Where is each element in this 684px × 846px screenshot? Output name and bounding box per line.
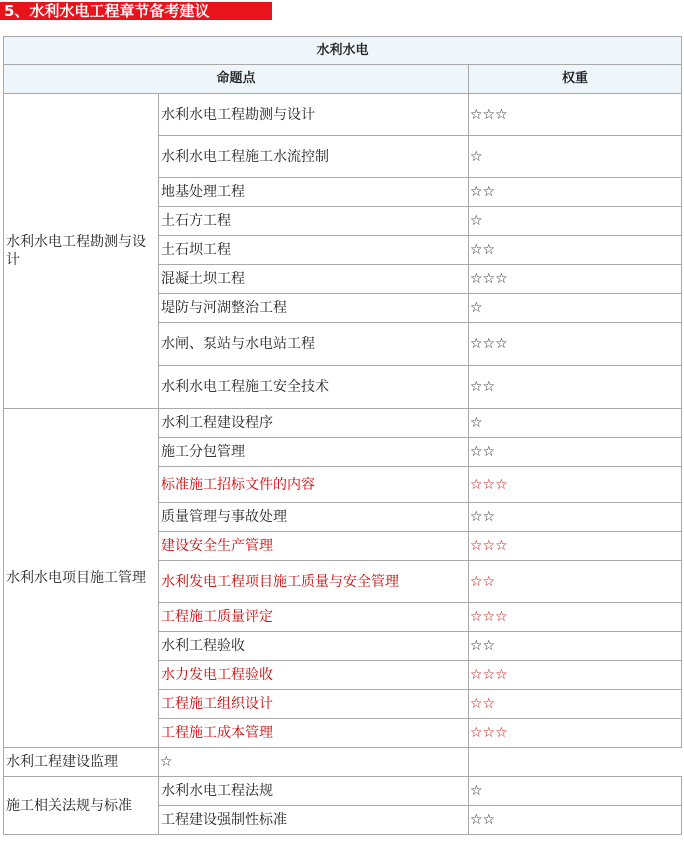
topic-cell: 水利水电工程施工水流控制 <box>159 136 469 178</box>
topic-cell: 工程建设强制性标准 <box>159 806 469 835</box>
weight-stars: ☆☆ <box>469 236 682 265</box>
topic-cell: 堤防与河湖整治工程 <box>159 294 469 323</box>
weight-stars: ☆☆☆ <box>469 94 682 136</box>
weight-stars: ☆☆ <box>469 806 682 835</box>
topic-cell: 质量管理与事故处理 <box>159 503 469 532</box>
topic-cell: 水利水电工程施工安全技术 <box>159 366 469 409</box>
column-header-row <box>4 65 682 94</box>
weight-stars-highlighted: ☆☆☆ <box>469 719 682 748</box>
topic-cell: 水利工程验收 <box>159 632 469 661</box>
topic-cell: 地基处理工程 <box>159 178 469 207</box>
topic-cell-highlighted: 工程施工质量评定 <box>159 603 469 632</box>
topic-cell: 土石方工程 <box>159 207 469 236</box>
column-header-weight: 权重 <box>469 65 682 94</box>
weight-stars: ☆☆ <box>469 366 682 409</box>
topic-cell-highlighted: 标准施工招标文件的内容 <box>159 467 469 503</box>
weight-stars-highlighted: ☆☆☆ <box>469 661 682 690</box>
weight-stars: ☆ <box>469 207 682 236</box>
weight-stars: ☆ <box>469 777 682 806</box>
topic-cell-highlighted: 水利发电工程项目施工质量与安全管理 <box>159 561 469 603</box>
topic-cell: 水利水电工程勘测与设计 <box>159 94 469 136</box>
weight-stars-highlighted: ☆☆☆ <box>469 467 682 503</box>
weight-stars-highlighted: ☆☆ <box>469 561 682 603</box>
table-title-row <box>4 37 682 65</box>
topic-cell-highlighted: 工程施工成本管理 <box>159 719 469 748</box>
weight-stars: ☆☆☆ <box>469 265 682 294</box>
topic-cell-highlighted: 水力发电工程验收 <box>159 661 469 690</box>
weight-stars: ☆ <box>469 409 682 438</box>
topic-cell: 水利水电工程法规 <box>159 777 469 806</box>
category-cell: 水利水电项目施工管理 <box>4 409 159 748</box>
table-row <box>4 748 682 777</box>
column-header-topic: 命题点 <box>4 65 469 94</box>
table-row <box>4 409 682 438</box>
table-row <box>4 94 682 136</box>
topic-cell-highlighted: 工程施工组织设计 <box>159 690 469 719</box>
topic-cell: 土石坝工程 <box>159 236 469 265</box>
section-heading: 5、水利水电工程章节备考建议 <box>0 2 272 20</box>
weight-stars: ☆☆ <box>469 178 682 207</box>
weight-stars-highlighted: ☆☆ <box>469 690 682 719</box>
weight-stars-highlighted: ☆☆☆ <box>469 532 682 561</box>
topic-cell: 水闸、泵站与水电站工程 <box>159 323 469 366</box>
topic-cell: 施工分包管理 <box>159 438 469 467</box>
table-row <box>4 777 682 806</box>
weight-stars: ☆☆ <box>469 438 682 467</box>
weight-stars: ☆ <box>159 748 469 777</box>
weight-stars: ☆☆ <box>469 632 682 661</box>
exam-topic-table <box>3 36 682 835</box>
topic-cell: 水利工程建设程序 <box>159 409 469 438</box>
weight-stars: ☆ <box>469 294 682 323</box>
table-title: 水利水电 <box>4 37 682 65</box>
weight-stars: ☆ <box>469 136 682 178</box>
topic-cell: 混凝土坝工程 <box>159 265 469 294</box>
category-cell: 施工相关法规与标准 <box>4 777 159 835</box>
weight-stars: ☆☆ <box>469 503 682 532</box>
weight-stars: ☆☆☆ <box>469 323 682 366</box>
weight-stars-highlighted: ☆☆☆ <box>469 603 682 632</box>
category-cell: 水利水电工程勘测与设计 <box>4 94 159 409</box>
topic-cell-highlighted: 建设安全生产管理 <box>159 532 469 561</box>
topic-cell: 水利工程建设监理 <box>4 748 159 777</box>
